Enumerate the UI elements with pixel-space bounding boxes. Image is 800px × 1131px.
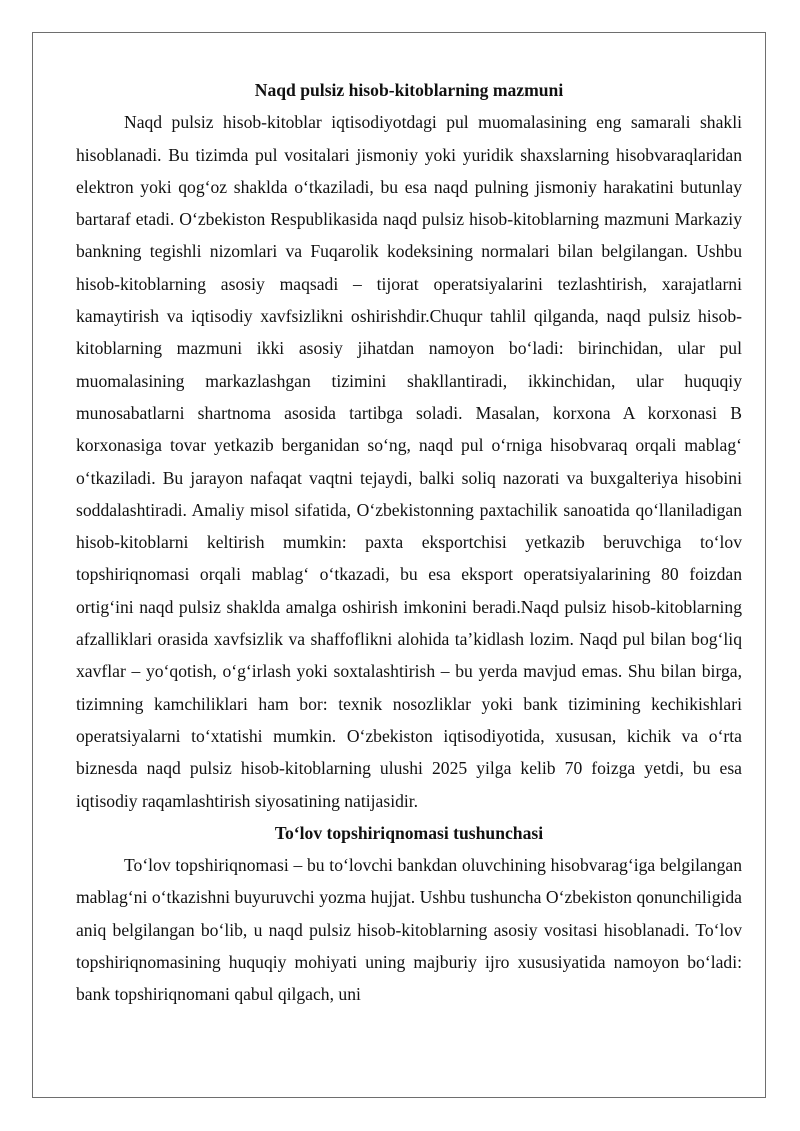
section-paragraph-tolov-topshiriqnomasi: To‘lov topshiriqnomasi – bu to‘lovchi bankdan oluvchining hisobvarag‘iga belgilangan mablag‘ni o‘tkazishni buyuruvchi yozma hujjat. Ushbu tushuncha O‘zbekiston qonunchiligida aniq belgilangan bo‘lib, u naqd pulsiz hisob-kitoblarning asosiy vositasi hisoblanadi. To‘lov topshiriqnomasining huquqiy mohiyati uning majburiy ijro xususiyatida namoyon bo‘ladi: bank topshiriqnomani qabul qilgach, uni <box>76 855 742 1005</box>
section-title-tolov-topshiriqnomasi: To‘lov topshiriqnomasi tushunchasi <box>274 822 544 843</box>
section-paragraph-naqd-pulsiz: Naqd pulsiz hisob-kitoblar iqtisodiyotdagi pul muomalasining eng samarali shakli hisoblanadi. Bu tizimda pul vositalari jismoniy yoki yuridik shaxslarning hisobvaraqlaridan elektron yoki qog‘oz shaklda o‘tkaziladi, bu esa naqd pulning jismoniy harakatini butunlay bartaraf etadi. O‘zbekiston Respublikasida naqd pulsiz hisob-kitoblarning mazmuni Markaziy bankning tegishli nizomlari va Fuqarolik kodeksining normalari bilan belgilangan. Ushbu hisob-kitoblarning asosiy maqsadi – tijorat operatsiyalarini tezlashtirish, xarajatlarni kamaytirish va iqtisodiy xavfsizlikni oshirishdir.Chuqur tahlil qilganda, naqd pulsiz hisob-kitoblarning mazmuni ikki asosiy jihatdan namoyon bo‘ladi: birinchidan, ular pul muomalasining markazlashgan tizimini shakllantiradi, ikkinchidan, ular huquqiy munosabatlarni shartnoma asosida tartibga soladi. Masalan, korxona A korxonasi B korxonasiga tovar yetkazib berganidan so‘ng, naqd pul o‘rniga hisobvaraq orqali mablag‘ o‘tkaziladi. Bu jarayon nafaqat vaqtni tejaydi, balki soliq nazorati va buxgalteriya hisobini soddalashtiradi. Amaliy misol sifatida, O‘zbekistonning paxtachilik sanoatida qo‘llaniladigan hisob-kitoblarni keltirish mumkin: paxta eksportchisi yetkazib beruvchiga to‘lov topshiriqnomasi orqali mablag‘ o‘tkazadi, bu esa eksport operatsiyalarining 80 foizdan ortig‘ini naqd pulsiz shaklda amalga oshirish imkonini beradi.Naqd pulsiz hisob-kitoblarning afzalliklari orasida xavfsizlik va shaffoflikni alohida ta’kidlash lozim. Naqd pul bilan bog‘liq xavflar – yo‘qotish, o‘g‘irlash yoki soxtalashtirish – bu yerda mavjud emas. Shu bilan birga, tizimning kamchiliklari ham bor: texnik nosozliklar yoki bank tizimining kechikishlari operatsiyalarni to‘xtatishi mumkin. O‘zbekiston iqtisodiyotida, xususan, kichik va o‘rta biznesda naqd pulsiz hisob-kitoblarning ulushi 2025 yilga kelib 70 foizga yetdi, bu esa iqtisodiy raqamlashtirish siyosatining natijasidir. <box>76 112 742 811</box>
document-body <box>76 74 742 1011</box>
section-title-naqd-pulsiz: Naqd pulsiz hisob-kitoblarning mazmuni <box>254 80 564 100</box>
